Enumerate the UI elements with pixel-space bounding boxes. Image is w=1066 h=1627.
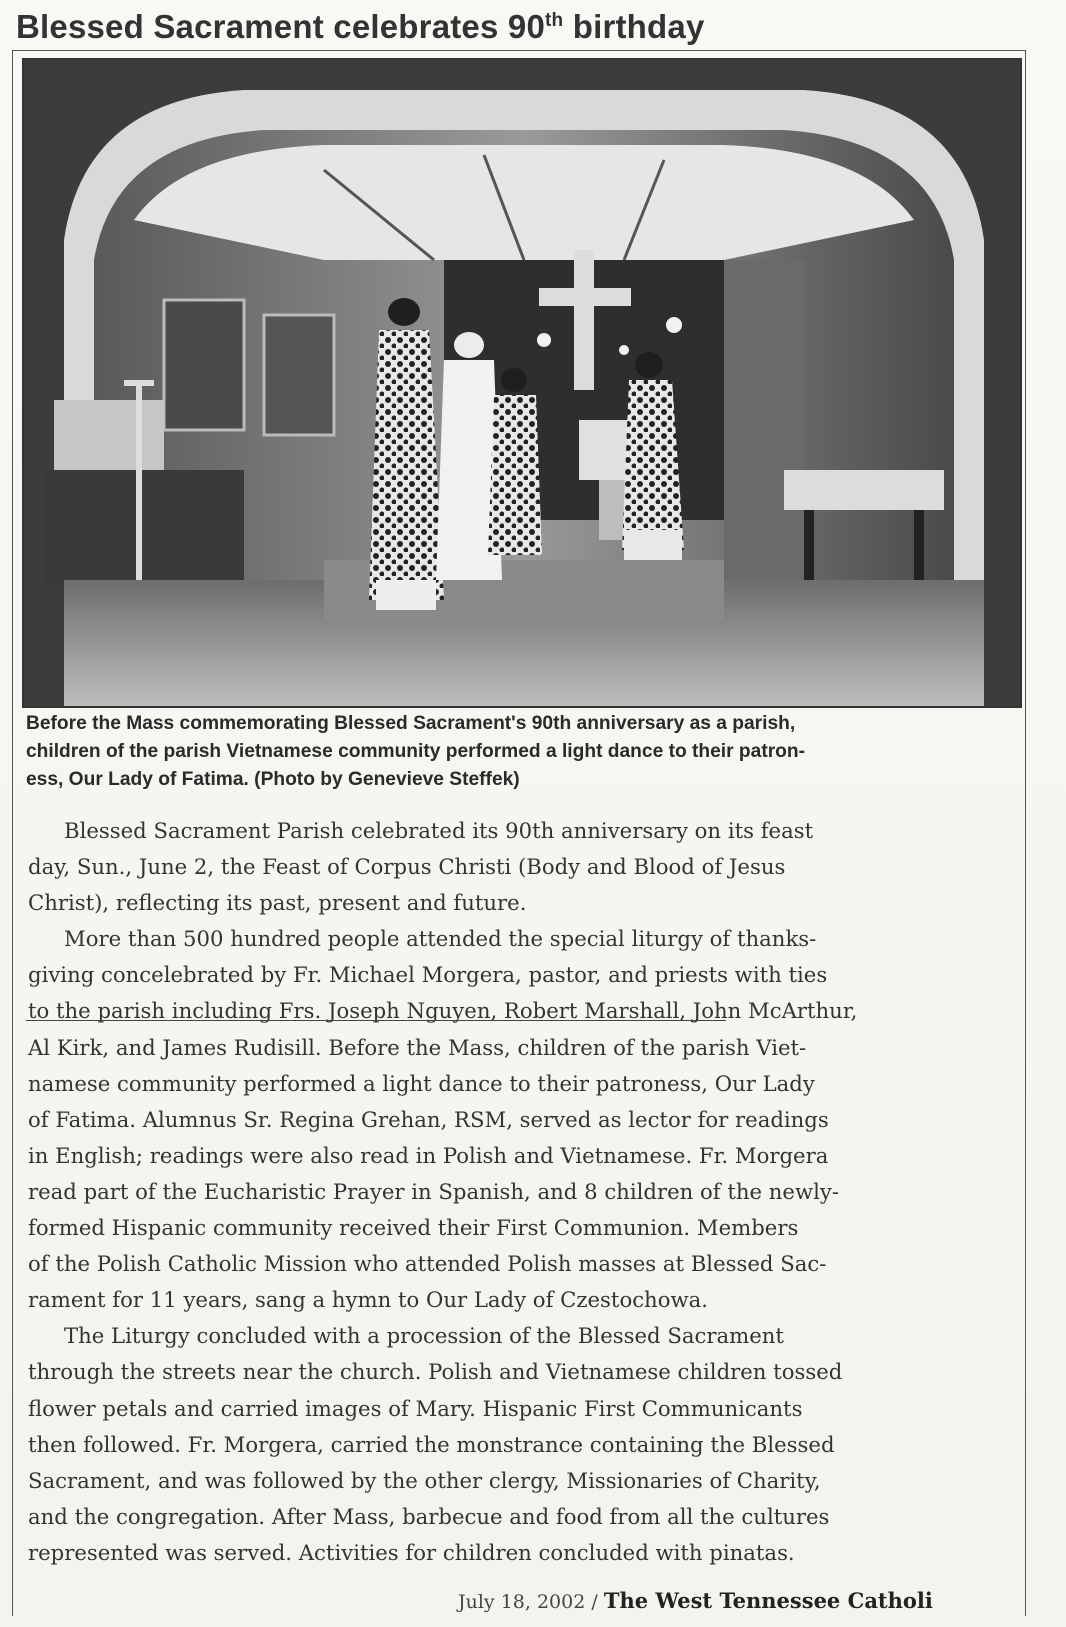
article-line: giving concelebrated by Fr. Michael Morgera, pastor, and priests with ties xyxy=(28,962,828,988)
publication-date: July 18, 2002 / xyxy=(458,1591,598,1613)
photo-caption xyxy=(26,710,1022,794)
article-line: More than 500 hundred people attended the special liturgy of thanks- xyxy=(64,926,817,952)
article-line: Christ), reflecting its past, present and future. xyxy=(28,890,527,916)
headline-text-end: birthday xyxy=(563,8,705,45)
article-line: then followed. Fr. Morgera, carried the monstrance containing the Blessed xyxy=(28,1431,835,1457)
article-line: Al Kirk, and James Rudisill. Before the Mass, children of the parish Viet- xyxy=(28,1034,807,1060)
article-line: to the parish including Frs. Joseph Nguyen, Robert Marshall, John McArthur, xyxy=(28,998,858,1024)
article-line: read part of the Eucharistic Prayer in Spanish, and 8 children of the newly- xyxy=(28,1178,839,1204)
article-line: represented was served. Activities for children concluded with pinatas. xyxy=(28,1539,795,1565)
church-altar-illustration xyxy=(24,60,1020,706)
headline-text: Blessed Sacrament celebrates 90 xyxy=(16,8,546,45)
caption-line: Before the Mass commemorating Blessed Sacrament's 90th anniversary as a parish, xyxy=(26,713,796,734)
article-photo xyxy=(22,58,1022,708)
publication-name: The West Tennessee Catholi xyxy=(603,1588,933,1613)
article-line: Sacrament, and was followed by the other clergy, Missionaries of Charity, xyxy=(28,1467,821,1493)
article-line: in English; readings were also read in Polish and Vietnamese. Fr. Morgera xyxy=(28,1142,829,1168)
article-line: day, Sun., June 2, the Feast of Corpus Christi (Body and Blood of Jesus xyxy=(28,854,786,880)
caption-line: ess, Our Lady of Fatima. (Photo by Genevieve Steffek) xyxy=(26,769,520,790)
article-line: namese community performed a light dance to their patroness, Our Lady xyxy=(28,1070,815,1096)
headline xyxy=(16,8,705,46)
article-line: rament for 11 years, sang a hymn to Our Lady of Czestochowa. xyxy=(28,1287,708,1313)
headline-superscript: th xyxy=(545,10,564,31)
article-line: through the streets near the church. Polish and Vietnamese children tossed xyxy=(28,1359,843,1385)
underline-divider xyxy=(26,1020,726,1021)
article-line: of Fatima. Alumnus Sr. Regina Grehan, RSM, served as lector for readings xyxy=(28,1106,829,1132)
caption-line: children of the parish Vietnamese community performed a light dance to their patron- xyxy=(26,741,806,762)
article-line: of the Polish Catholic Mission who attended Polish masses at Blessed Sac- xyxy=(28,1251,827,1277)
article-line: Blessed Sacrament Parish celebrated its 90th anniversary on its feast xyxy=(64,818,814,843)
article-line: flower petals and carried images of Mary. Hispanic First Communicants xyxy=(28,1395,803,1421)
article-body xyxy=(28,813,1023,1571)
publication-footer xyxy=(458,1588,933,1613)
article-line: The Liturgy concluded with a procession of the Blessed Sacrament xyxy=(64,1323,784,1349)
article-line: and the congregation. After Mass, barbecue and food from all the cultures xyxy=(28,1503,830,1529)
article-line: formed Hispanic community received their First Communion. Members xyxy=(28,1215,799,1241)
